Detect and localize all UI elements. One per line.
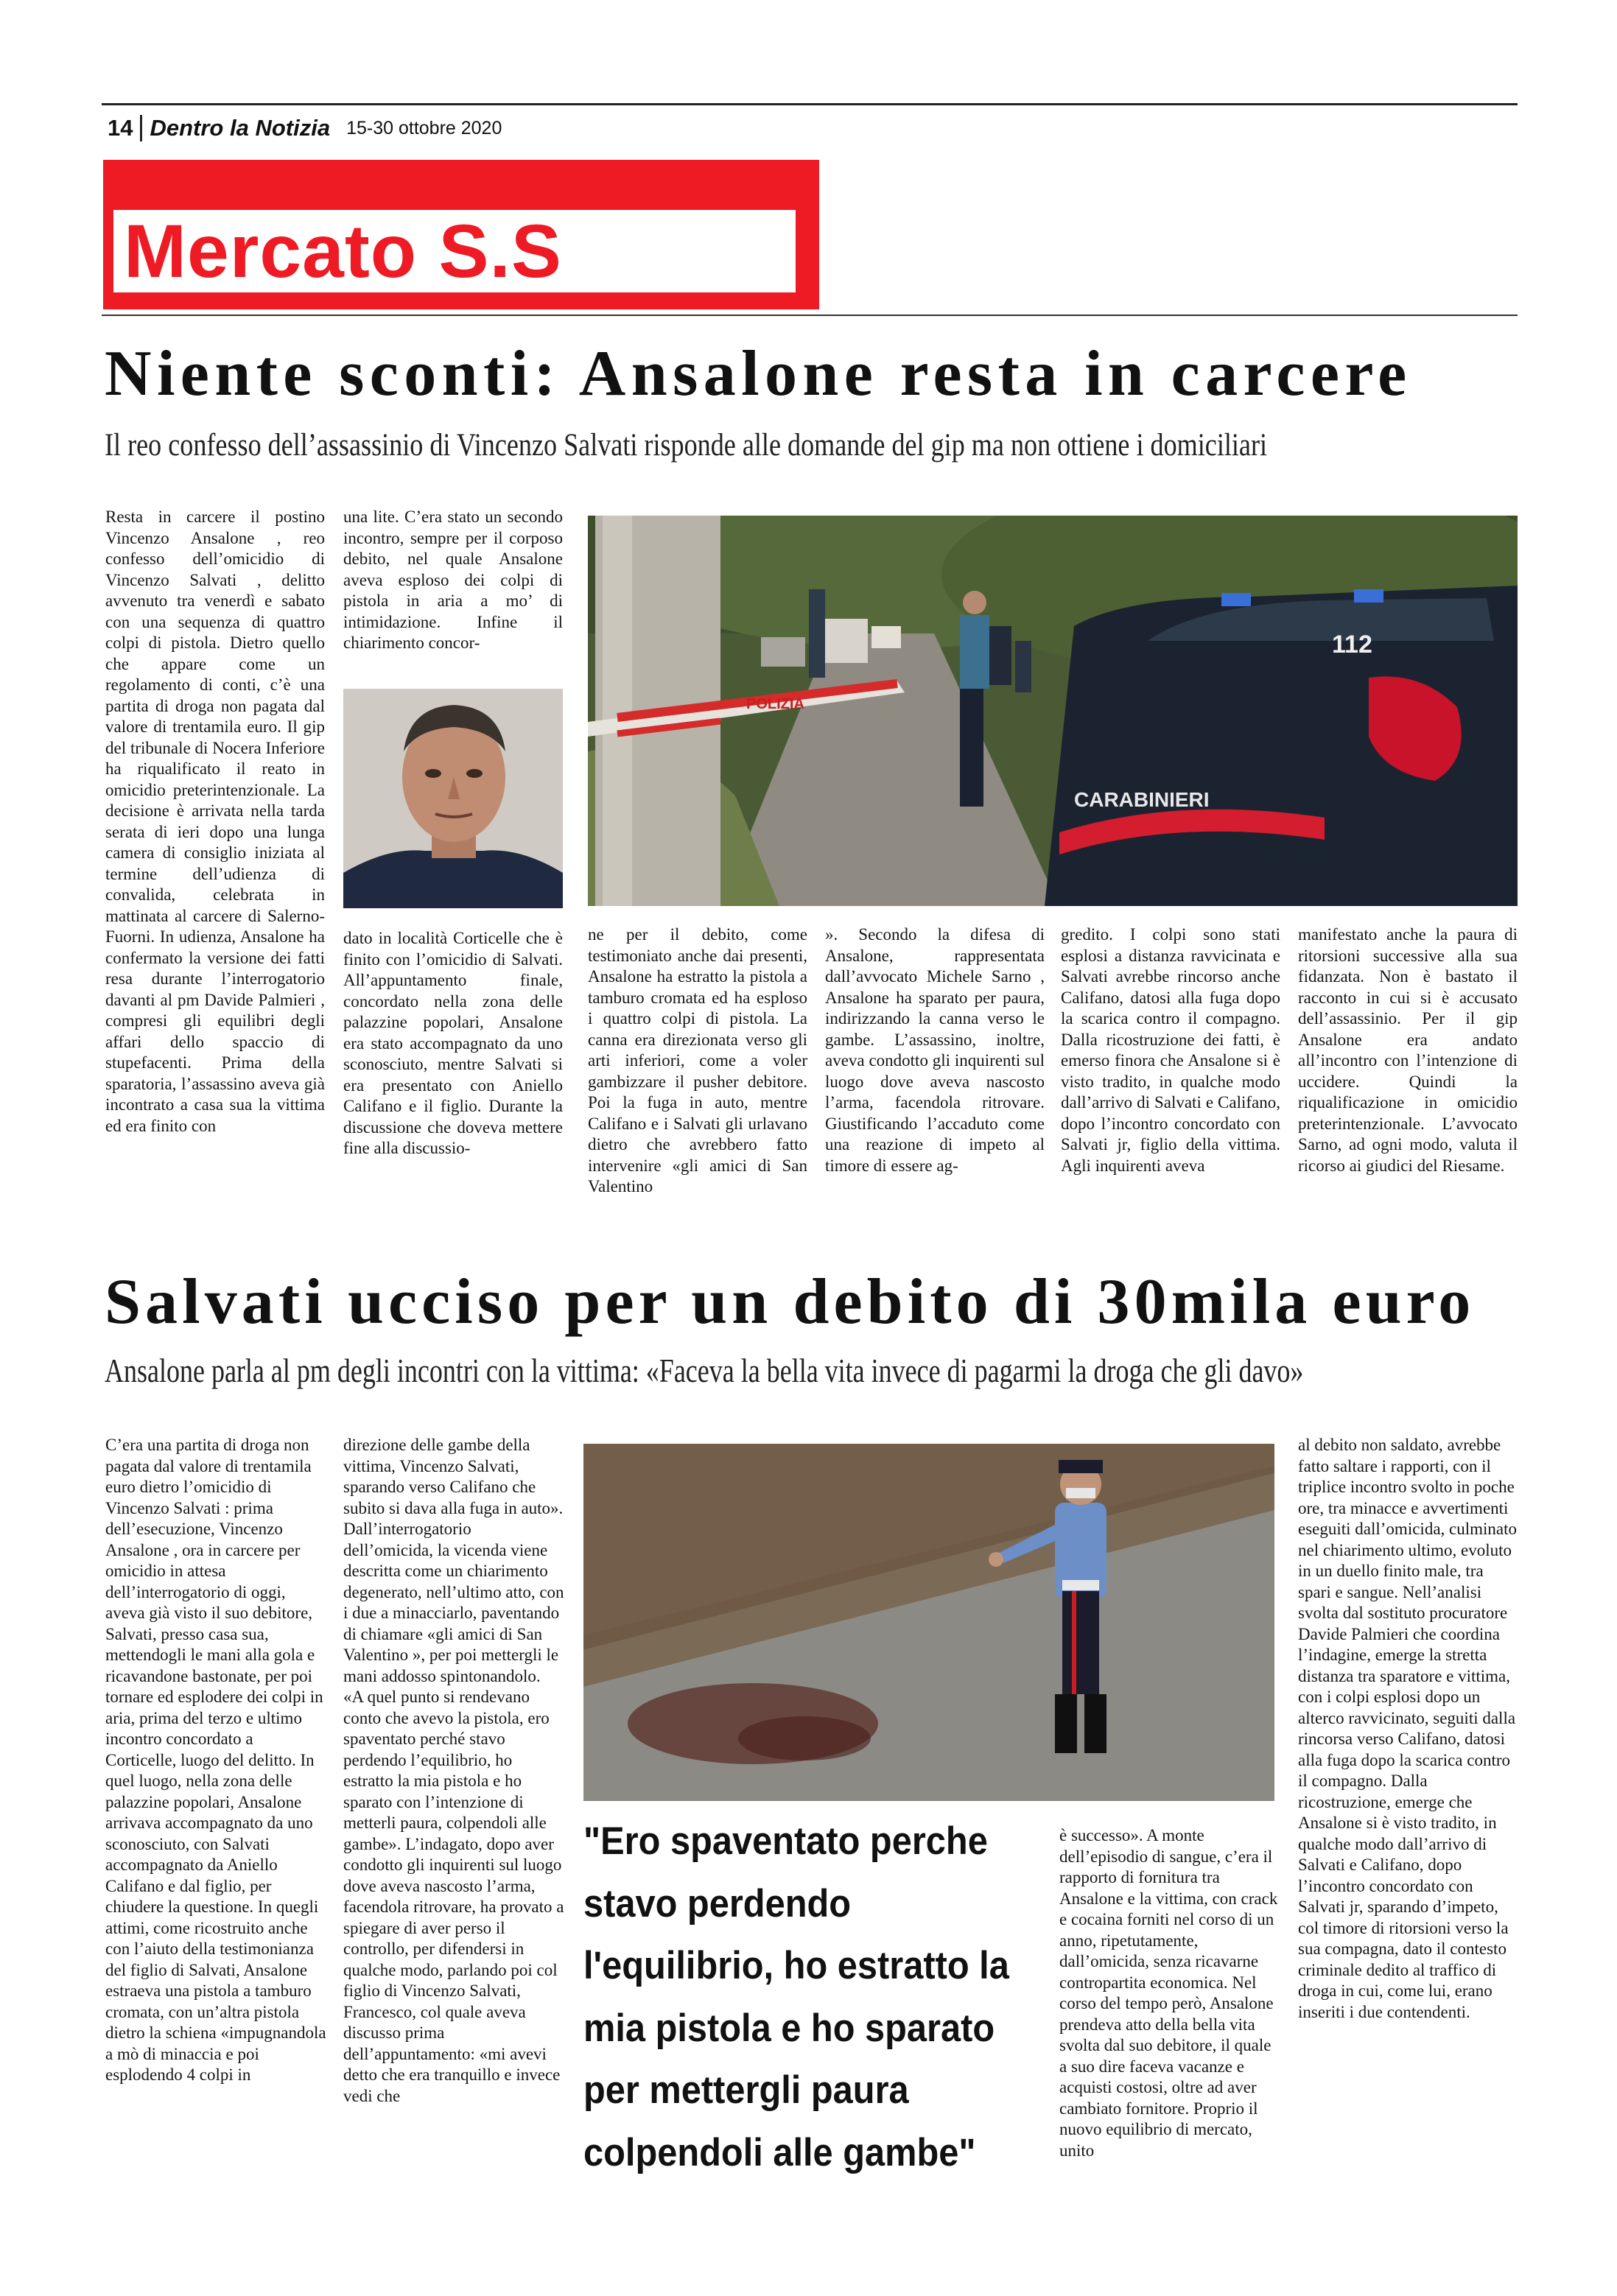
car-brand: CARABINIERI: [1074, 788, 1210, 811]
article2-deck: Ansalone parla al pm degli incontri con la vittima: «Faceva la bella vita invece di pagarmi la droga che gli davo»: [105, 1352, 1304, 1389]
article1-col6: manifestato anche la paura di ritorsioni successive alla sua fidanzata. Non è bastato il racconto in cui si è accusato dell’assassinio. Per il gip Ansalone era andato all’incontro con l’intenzione di uccidere. Quindi la riqualificazione in omicidio preterintenzionale. L’avvocato Sarno, ad ogni modo, valuta il ricorso ai giudici del Riesame.: [1298, 925, 1518, 1175]
mugshot-image: [343, 689, 563, 908]
issue-date: 15-30 ottobre 2020: [346, 117, 502, 138]
article1-col5: gredito. I colpi sono stati esplosi a distanza ravvicinata e Salvati avrebbe rincorso anche Califano, datosi alla fuga dopo la scarica contro il compagno. Dalla ricostruzione dei fatti, è emerso finora che Ansalone si è visto tradito, in qualche modo dall’arrivo di Salvati e Califano, dopo l’incontro concordato con Salvati jr, figlio della vittima. Agli inquirenti aveva: [1061, 925, 1280, 1175]
publication-name: Dentro la Notizia: [150, 115, 331, 141]
article1-headline: Niente sconti: Ansalone resta in carcere: [105, 338, 1412, 410]
officer-pointing-photo: [583, 1444, 1274, 1801]
section-banner: [103, 160, 819, 309]
section-title: Mercato S.S: [124, 209, 562, 293]
article1-deck: Il reo confesso dell’assassinio di Vincenzo Salvati risponde alle domande del gip ma non ottiene i domiciliari: [105, 428, 1268, 463]
page-number: 14: [108, 115, 142, 141]
article1-col1: Resta in carcere il postino Vincenzo Ansalone , reo confesso dell’omicidio di Vincenzo Salvati , delitto avvenuto tra venerdì e sabato con una sequenza di quattro colpi di pistola. Dietro quello che appare come un regolamento di conti, c’è una partita di droga non pagata dal valore di trentamila euro. Il gip del tribunale di Nocera Inferiore ha riqualificato il reato in omicidio preterintenzionale. La decisione è arrivata nella tarda serata di ieri dopo una lunga camera di consiglio iniziata al termine dell’udienza di convalida, celebrata in mattinata al carcere di Salerno-Fuorni. In udienza, Ansalone ha confermato la versione dei fatti resa durante l’interrogatorio davanti al pm Davide Palmieri , compresi gli equilibri degli affari dello spaccio di stupefacenti. Prima della sparatoria, l’assassino aveva già incontrato a casa sua la vittima ed era finito con: [105, 508, 325, 1135]
crime-scene-photo: [588, 516, 1518, 906]
mugshot-photo: [343, 689, 563, 908]
pull-quote: "Ero spaventato perche stavo perdendo l'equilibrio, ho estratto la mia pistola e ho sparato per mettergli paura colpendoli alle gambe": [583, 1819, 1009, 2174]
crime-scene-image: [588, 516, 1518, 906]
car-number: 112: [1332, 631, 1372, 659]
top-rule: [102, 103, 1518, 105]
article1-col2a: una lite. C’era stato un secondo incontro, sempre per il corposo debito, nel quale Ansalone aveva esploso dei colpi di pistola in aria a mo’ di intimidazione. Infine il chiarimento concor-: [343, 508, 563, 652]
section-rule: [102, 315, 1518, 316]
article2-col2: direzione delle gambe della vittima, Vincenzo Salvati, sparando verso Califano che subito si dava alla fuga in auto». Dall’interrogatorio dell’omicida, la vicenda viene descritta come un chiarimento degenerato, nell’ultimo atto, con i due a minacciarlo, paventando di chiamare «gli amici di San Valentino », per poi mettergli le mani addosso spintonandolo. «A quel punto si rendevano conto che avevo la pistola, ero spaventato perché stavo perdendo l’equilibrio, ho estratto la mia pistola e ho sparato con l’intenzione di metterli paura, colpendoli alle gambe». L’indagato, dopo aver condotto gli inquirenti sul luogo dove aveva nascosto l’arma, facendola ritrovare, ha provato a spiegare di aver perso il controllo, per difendersi in qualche modo, parlando poi col figlio di Vincenzo Salvati, Francesco, col quale aveva discusso prima dell’appuntamento: «mi avevi detto che era tranquillo e invece vedi che: [343, 1436, 564, 2105]
article2-col5: al debito non saldato, avrebbe fatto saltare i rapporti, con il triplice incontro svolto in poche ore, tra minacce e avvertimenti eseguiti dall’omicida, culminato nel chiarimento ultimo, evoluto in un duello finito male, tra spari e sangue. Nell’analisi svolta dal sostituto procuratore Davide Palmieri che coordina l’indagine, emerge la stretta distanza tra sparatore e vittima, con i colpi esplosi dopo un alterco ravvicinato, seguiti dalla rincorsa verso Califano, datosi alla fuga dopo la scarica contro il compagno. Dalla ricostruzione, emerge che Ansalone si è visto tradito, in qualche modo dall’arrivo di Salvati e Califano, dopo l’incontro concordato con Salvati jr, sparando d’impeto, col timore di ritorsioni verso la sua compagna, dato il contesto criminale dedito al traffico di droga in cui, come lui, erano inseriti i due contendenti.: [1298, 1436, 1518, 2021]
folio: [108, 110, 502, 146]
tape-text: POLIZIA: [746, 696, 804, 712]
article1-col3: ne per il debito, come testimoniato anche dai presenti, Ansalone ha estratto la pistola a tamburo cromata ed ha esploso i quattro colpi di pistola. La canna era direzionata verso gli arti inferiori, come a voler gambizzare il pusher debitore. Poi la fuga in auto, mentre Califano e i Salvati gli urlavano dietro che avrebbero fatto intervenire «gli amici di San Valentino: [588, 925, 807, 1196]
article1-col4: ». Secondo la difesa di Ansalone, rappresentata dall’avvocato Michele Sarno , Ansalone ha sparato per paura, indirizzando la canna verso le gambe. L’assassino, inoltre, aveva condotto gli inquirenti sul luogo dove aveva nascosto l’arma, facendola ritrovare. Giustificando l’accaduto come una reazione di impeto al timore di essere ag-: [825, 925, 1045, 1175]
article1-col2b: dato in località Corticelle che è finito con l’omicidio di Salvati. All’appuntamento finale, concordato nella zona delle palazzine popolari, Ansalone era stato accompagnato da uno sconosciuto, mentre Salvati si era presentato con Aniello Califano e il figlio. Durante la discussione che doveva mettere fine alla discussio-: [343, 929, 563, 1157]
article2-headline: Salvati ucciso per un debito di 30mila euro: [105, 1266, 1476, 1338]
article2-col4: è successo». A monte dell’episodio di sangue, c’era il rapporto di fornitura tra Ansalone e la vittima, con crack e cocaina forniti nel corso di un anno, ripetutamente, dall’omicida, senza ricavarne contropartita economica. Nel corso del tempo però, Ansalone prendeva atto della bella vita svolta dal suo debitore, il quale a suo dire faceva vacanze e acquisti costosi, oltre ad aver cambiato fornitore. Proprio il nuovo equilibrio di mercato, unito: [1059, 1826, 1278, 2160]
officer-image: [583, 1444, 1274, 1801]
section-label-box: [113, 210, 796, 292]
article2-col1: C’era una partita di droga non pagata dal valore di trentamila euro dietro l’omicidio di Vincenzo Salvati : prima dell’esecuzione, Vincenzo Ansalone , ora in carcere per omicidio in attesa dell’interrogatorio di oggi, aveva già visto il suo debitore, Salvati, presso casa sua, mettendogli le mani alla gola e ricavandone bastonate, per poi tornare ed esplodere dei colpi in aria, prima del terzo e ultimo incontro concordato a Corticelle, luogo del delitto. In quel luogo, nella zona delle palazzine popolari, Ansalone arrivava accompagnato da uno sconosciuto, con Salvati accompagnato da Aniello Califano e dal figlio, per chiudere la questione. In quegli attimi, come ricostruito anche con l’aiuto della testimonianza del figlio di Salvati, Ansalone estraeva una pistola a tamburo cromata, con un’altra pistola dietro la schiena «impugnandola a mò di minaccia e poi esplodendo 4 colpi in: [105, 1436, 326, 2084]
